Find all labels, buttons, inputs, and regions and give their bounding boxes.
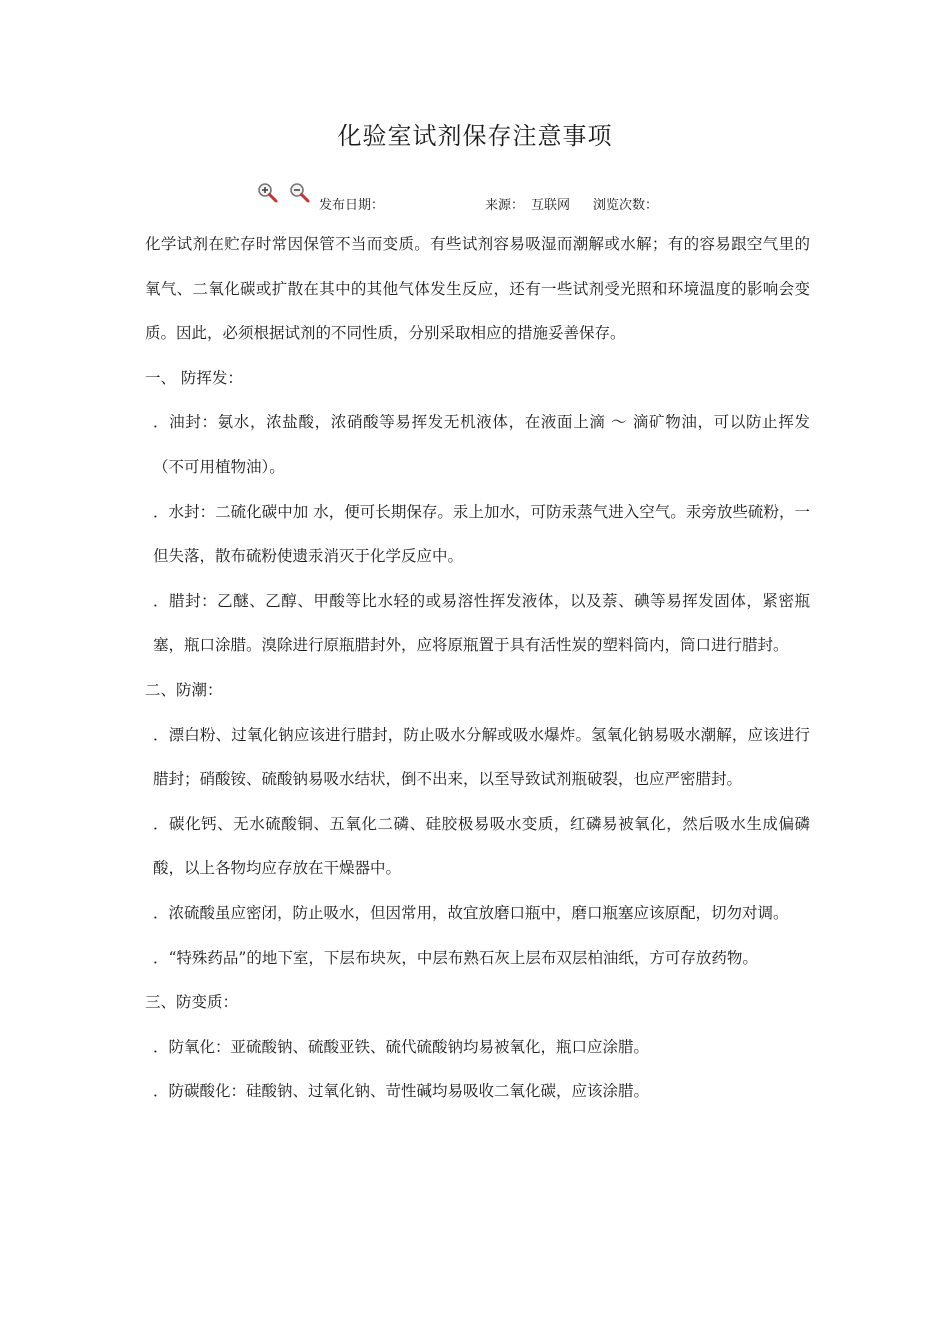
publish-date-label: 发布日期： xyxy=(319,198,385,213)
paragraph-wax-seal: ．腊封：乙醚、乙醇、甲酸等比水轻的或易溶性挥发液体，以及萘、碘等易挥发固体，紧密瓶塞，瓶口涂腊。溴除进行原瓶腊封外，应将原瓶置于具有活性炭的塑料筒内，筒口进行腊封。 xyxy=(153,591,810,655)
source-label: 来源： xyxy=(485,198,525,213)
paragraph-anti-oxidation: ．防氧化：亚硫酸钠、硫酸亚铁、硫代硫酸钠均易被氧化，瓶口应涂腊。 xyxy=(153,1037,650,1056)
zoom-in-icon[interactable] xyxy=(257,182,279,204)
article-body xyxy=(145,222,810,1114)
article-meta xyxy=(255,182,775,212)
paragraph-anti-carbonation: ．防碳酸化：硅酸钠、过氧化钠、苛性碱均易吸收二氧化碳，应该涂腊。 xyxy=(153,1082,650,1101)
paragraph-sulfuric-acid: ．浓硫酸虽应密闭，防止吸水，但因常用，故宜放磨口瓶中，磨口瓶塞应该原配，切勿对调。 xyxy=(153,903,789,922)
paragraph-special-drugs: ．“特殊药品”的地下室，下层布块灰，中层布熟石灰上层布双层柏油纸，方可存放药物。 xyxy=(153,948,758,967)
page-title: 化验室试剂保存注意事项 xyxy=(337,122,613,150)
section-heading-volatility: 一、 防挥发： xyxy=(145,368,243,387)
section-heading-deterioration: 三、防变质： xyxy=(145,993,239,1012)
source-value: 互联网 xyxy=(531,198,571,213)
views-label: 浏览次数： xyxy=(593,198,659,213)
paragraph-desiccator: ．碳化钙、无水硫酸铜、五氧化二磷、硅胶极易吸水变质，红磷易被氧化，然后吸水生成偏磷酸，以上各物均应存放在干燥器中。 xyxy=(153,814,810,878)
zoom-out-icon[interactable] xyxy=(289,182,311,204)
paragraph-oil-seal: ．油封：氨水，浓盐酸，浓硝酸等易挥发无机液体，在液面上滴 ～ 滴矿物油，可以防止挥发（不可用植物油）。 xyxy=(153,413,810,476)
paragraph-water-seal: ．水封：二硫化碳中加 水，便可长期保存。汞上加水，可防汞蒸气进入空气。汞旁放些硫粉，一但失落，散布硫粉使遗汞消灭于化学反应中。 xyxy=(153,502,810,566)
paragraph-bleach: ．漂白粉、过氧化钠应该进行腊封，防止吸水分解或吸水爆炸。氢氧化钠易吸水潮解，应该进行腊封；硝酸铵、硫酸钠易吸水结状，倒不出来，以至导致试剂瓶破裂，也应严密腊封。 xyxy=(153,725,810,789)
section-heading-moisture: 二、防潮： xyxy=(145,680,223,699)
intro-paragraph: 化学试剂在贮存时常因保管不当而变质。有些试剂容易吸湿而潮解或水解；有的容易跟空气里的氧气、二氧化碳或扩散在其中的其他气体发生反应，还有一些试剂受光照和环境温度的影响会变质。因此，必须根据试剂的不同性质，分别采取相应的措施妥善保存。 xyxy=(145,235,810,343)
